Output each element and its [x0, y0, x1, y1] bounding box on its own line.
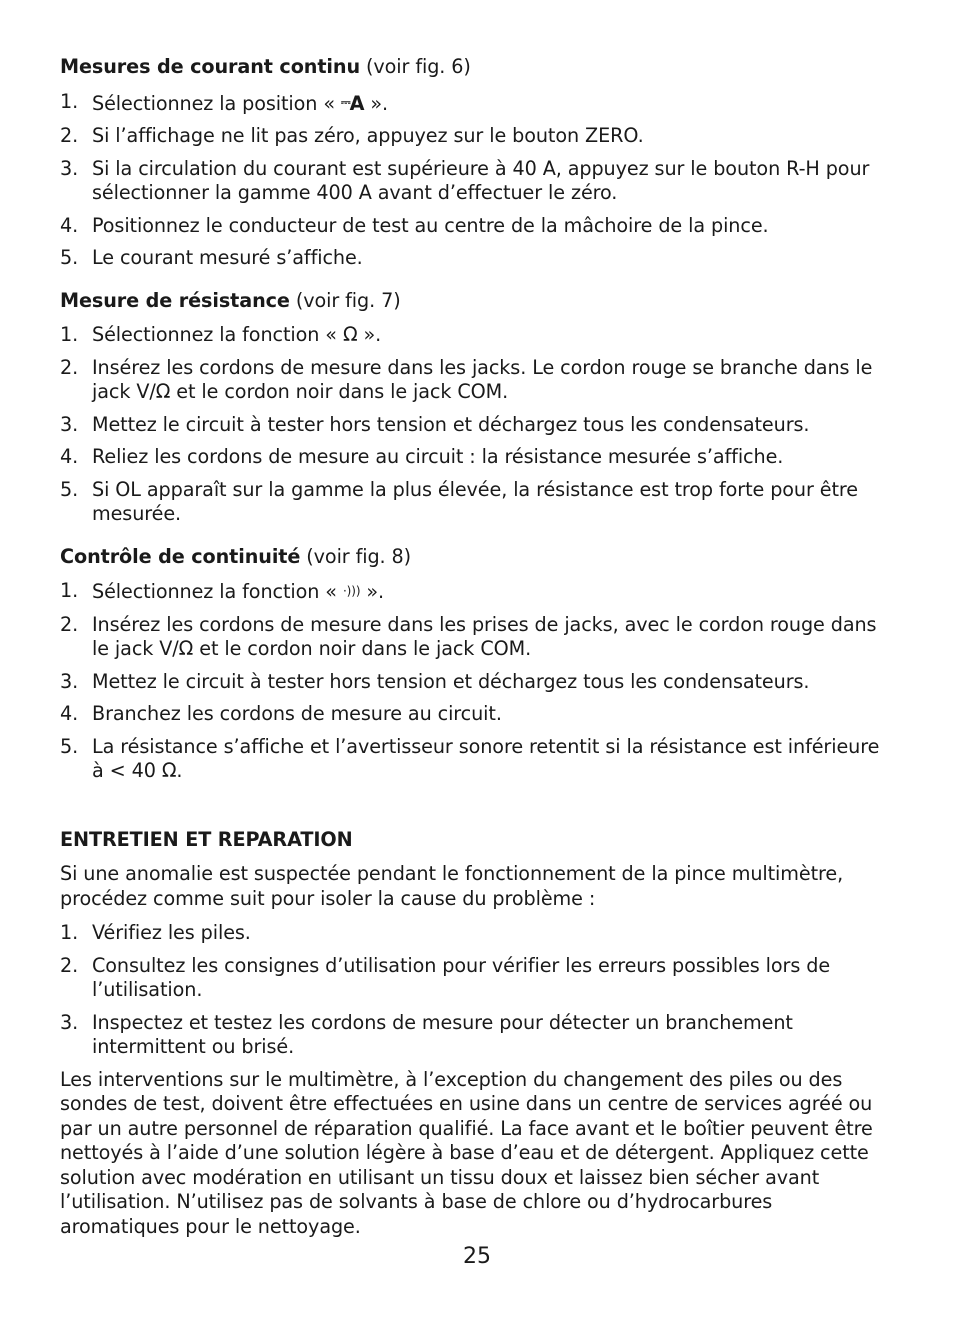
step-text-pre: Sélectionnez la fonction «: [92, 580, 343, 603]
list-item: [60, 579, 896, 605]
step-text: Si OL apparaît sur la gamme la plus élevée, la résistance est trop forte pour être mesurée.: [92, 477, 858, 525]
document-page: [60, 55, 896, 1249]
heading-ref: (voir fig. 8): [300, 544, 412, 568]
dc-symbol-icon: ⎓: [341, 94, 350, 109]
step-text: Reliez les cordons de mesure au circuit : la résistance mesurée s’affiche.: [92, 445, 784, 468]
step-number: 3.: [60, 412, 79, 436]
step-text: Branchez les cordons de mesure au circuit.: [92, 702, 502, 725]
list-item: [60, 670, 896, 695]
list-item: [60, 702, 896, 727]
step-text: La résistance s’affiche et l’avertisseur sonore retentit si la résistance est inférieure à < 40 Ω.: [92, 734, 880, 782]
step-text-post: ».: [360, 580, 385, 603]
step-number: 1.: [60, 89, 79, 113]
step-text-pre: Sélectionnez la position «: [92, 91, 341, 115]
step-number: 2.: [60, 355, 79, 379]
step-text: Insérez les cordons de mesure dans les prises de jacks, avec le cordon rouge dans le jack V/Ω et le cordon noir dans le jack COM.: [92, 612, 877, 660]
step-number: 1.: [60, 323, 79, 346]
step-text: Inspectez et testez les cordons de mesure pour détecter un branchement intermittent ou brisé.: [92, 1010, 793, 1058]
step-number: 5.: [60, 246, 79, 269]
step-number: 5.: [60, 477, 79, 501]
list-item: [60, 921, 896, 946]
step-text: Le courant mesuré s’affiche.: [92, 246, 363, 269]
step-number: 5.: [60, 734, 79, 758]
list-item: [60, 246, 896, 271]
step-number: 3.: [60, 1010, 79, 1034]
list-item: [60, 1011, 896, 1060]
step-number: 2.: [60, 124, 79, 147]
steps-list-resistance: [60, 323, 896, 527]
list-item: [60, 445, 896, 470]
list-item: [60, 356, 896, 405]
step-text: Si l’affichage ne lit pas zéro, appuyez sur le bouton ZERO.: [92, 124, 644, 147]
step-number: 4.: [60, 702, 79, 725]
heading-ref: (voir fig. 6): [360, 55, 471, 78]
list-item: [60, 413, 896, 438]
heading-bold: Mesure de résistance: [60, 288, 290, 312]
steps-list-continuity: [60, 579, 896, 784]
heading-ref: (voir fig. 7): [289, 288, 401, 312]
step-text: Insérez les cordons de mesure dans les jacks. Le cordon rouge se branche dans le jack V/Ω et le cordon noir dans le jack COM.: [92, 355, 873, 403]
list-item: [60, 954, 896, 1003]
list-item: [60, 613, 896, 662]
step-text: Consultez les consignes d’utilisation pour vérifier les erreurs possibles lors de l’utilisation.: [92, 953, 831, 1001]
maintenance-intro: Si une anomalie est suspectée pendant le fonctionnement de la pince multimètre, procédez comme suit pour isoler la cause du problème :: [60, 862, 844, 910]
step-number: 3.: [60, 669, 79, 693]
heading-bold: ENTRETIEN ET REPARATION: [60, 827, 353, 851]
step-number: 4.: [60, 445, 79, 468]
steps-list-maintenance: [60, 921, 896, 1060]
step-number: 4.: [60, 213, 79, 237]
amp-unit: A: [349, 91, 365, 115]
step-number: 1.: [60, 921, 79, 944]
list-item: [60, 90, 896, 117]
list-item: [60, 323, 896, 348]
list-item: [60, 214, 896, 239]
step-number: 2.: [60, 953, 79, 977]
section-heading-continuity: [60, 545, 896, 570]
page-number: 25: [463, 1244, 491, 1269]
list-item: [60, 124, 896, 149]
section-heading-maintenance: [60, 828, 896, 853]
heading-bold: Mesures de courant continu: [60, 55, 361, 78]
section-heading-dc-current: [60, 55, 896, 80]
step-number: 2.: [60, 612, 79, 636]
list-item: [60, 735, 896, 784]
step-number: 3.: [60, 156, 79, 180]
maintenance-closing: Les interventions sur le multimètre, à l’exception du changement des piles ou des sondes de test, doivent être effectuées en usine dans un centre de services agréé ou par un autre personnel de réparation qualifié. La face avant et le boîtier peuvent être nettoyés à l’aide d’une solution légère à base d’eau et de détergent. Appliquez cette solution avec modération en utilisant un tissu doux et laissez bien sécher avant l’utilisation. N’utilisez pas de solvants à base de chlore ou d’hydrocarbures aromatiques pour le nettoyage.: [60, 1067, 873, 1238]
steps-list-dc-current: [60, 90, 896, 271]
continuity-beep-icon: ·))): [342, 584, 361, 598]
step-text: Positionnez le conducteur de test au centre de la mâchoire de la pince.: [92, 213, 769, 237]
step-text-post: ».: [364, 91, 388, 115]
step-text: Si la circulation du courant est supérieure à 40 A, appuyez sur le bouton R-H pour sélectionner la gamme 400 A avant d’effectuer le zéro.: [92, 156, 870, 204]
step-text: Mettez le circuit à tester hors tension et déchargez tous les condensateurs.: [92, 412, 810, 436]
step-text: Sélectionnez la fonction « Ω ».: [92, 323, 382, 346]
step-number: 1.: [60, 579, 79, 602]
section-heading-resistance: [60, 289, 896, 314]
step-text: Mettez le circuit à tester hors tension et déchargez tous les condensateurs.: [92, 669, 810, 693]
heading-bold: Contrôle de continuité: [60, 544, 301, 568]
list-item: [60, 478, 896, 527]
list-item: [60, 157, 896, 206]
step-text: Vérifiez les piles.: [92, 921, 251, 944]
